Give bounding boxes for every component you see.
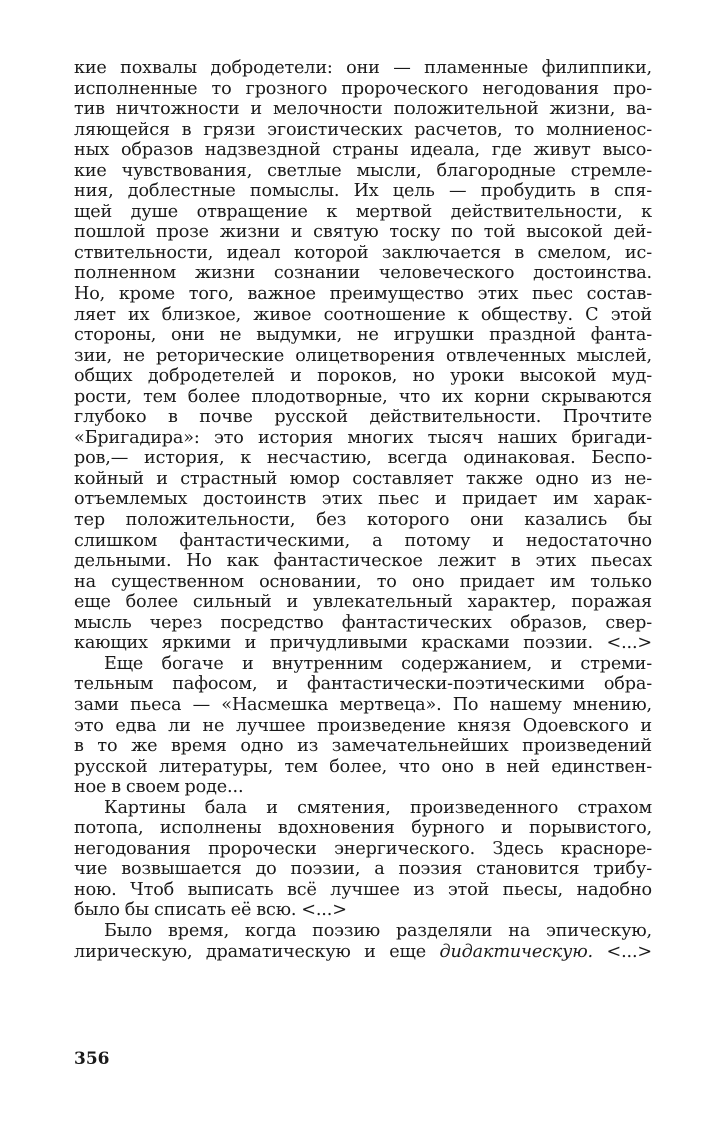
text-line: дельными. Но как фантастическое лежит в этих пьесах (74, 551, 652, 572)
text-line: ния, доблестные помыслы. Их цель — пробудить в спя- (74, 181, 652, 202)
page-body (74, 58, 652, 962)
text-line: тив ничтожности и мелочности положительной жизни, ва- (74, 99, 652, 120)
text-line: «Бригадира»: это история многих тысяч наших бригади- (74, 427, 652, 448)
text-line: общих добродетелей и пороков, но уроки высокой муд- (74, 366, 652, 387)
paragraph-3 (74, 798, 652, 921)
text-line: ляет их близкое, живое соотношение к обществу. С этой (74, 304, 652, 325)
text-line: кающих яркими и причудливыми красками поэзии. <...> (74, 633, 652, 654)
text-line: щей душе отвращение к мертвой действительности, к (74, 201, 652, 222)
text-line: Было время, когда поэзию разделяли на эпическую, (104, 920, 652, 941)
text-line: на существенном основании, то оно придает им только (74, 571, 652, 592)
text-line: было бы списать её всю. <...> (74, 900, 347, 921)
text-segment: лирическую, драматическую и еще (74, 941, 440, 962)
text-line: зами пьеса — «Насмешка мертвеца». По нашему мнению, (74, 694, 652, 715)
text-line: ное в своем роде... (74, 777, 244, 798)
text-line: в то же время одно из замечательнейших произведений (74, 736, 652, 757)
text-line: русской литературы, тем более, что оно в ней единствен- (74, 756, 652, 777)
text-line: ляющейся в грязи эгоистических расчетов, то молниенос- (74, 119, 652, 140)
ellipsis-marker: <...> (593, 941, 652, 962)
text-line: кие чувствования, светлые мысли, благородные стремле- (74, 160, 652, 181)
text-line: отъемлемых достоинств этих пьес и придает им харак- (74, 489, 652, 510)
text-line: чие возвышается до поэзии, а поэзия становится трибу- (74, 859, 652, 880)
text-line: исполненные то грозного пророческого негодования про- (74, 78, 652, 99)
text-line: это едва ли не лучшее произведение князя Одоевского и (74, 715, 652, 736)
text-line: ною. Чтоб выписать всё лучшее из этой пьесы, надобно (74, 879, 652, 900)
text-line: тер положительности, без которого они казались бы (74, 510, 652, 531)
text-line: негодования пророчески энергического. Здесь красноре- (74, 838, 652, 859)
text-line: полненном жизни сознании человеческого достоинства. (74, 263, 652, 284)
text-line: ствительности, идеал которой заключается в смелом, ис- (74, 242, 652, 263)
text-line: еще более сильный и увлекательный характер, поражая (74, 592, 652, 613)
paragraph-2 (74, 654, 652, 798)
paragraph-4 (74, 921, 652, 962)
italic-term: дидактическую. (439, 941, 593, 962)
text-line: глубоко в почве русской действительности. Прочтите (74, 407, 652, 428)
text-line: Еще богаче и внутренним содержанием, и стреми- (104, 653, 652, 674)
text-line: Картины бала и смятения, произведенного страхом (104, 797, 652, 818)
text-line: ров,— история, к несчастию, всегда одинаковая. Беспо- (74, 448, 652, 469)
text-line-with-italic (74, 942, 652, 963)
paragraph-1 (74, 58, 652, 654)
text-line: стороны, они не выдумки, не игрушки праздной фанта- (74, 325, 652, 346)
text-line: тельным пафосом, и фантастически-поэтическими обра- (74, 674, 652, 695)
text-line: Но, кроме того, важное преимущество этих пьес состав- (74, 284, 652, 305)
text-line: койный и страстный юмор составляет также одно из не- (74, 468, 652, 489)
text-line: потопа, исполнены вдохновения бурного и порывистого, (74, 818, 652, 839)
text-line: мысль через посредство фантастических образов, свер- (74, 612, 652, 633)
text-line: слишком фантастическими, а потому и недостаточно (74, 530, 652, 551)
text-line: ных образов надзвездной страны идеала, где живут высо- (74, 140, 652, 161)
page-number: 356 (74, 1049, 110, 1069)
text-line: зии, не реторические олицетворения отвлеченных мыслей, (74, 345, 652, 366)
text-line: пошлой прозе жизни и святую тоску по той высокой дей- (74, 222, 652, 243)
text-line: рости, тем более плодотворные, что их корни скрываются (74, 386, 652, 407)
text-line: кие похвалы добродетели: они — пламенные филиппики, (74, 58, 652, 78)
